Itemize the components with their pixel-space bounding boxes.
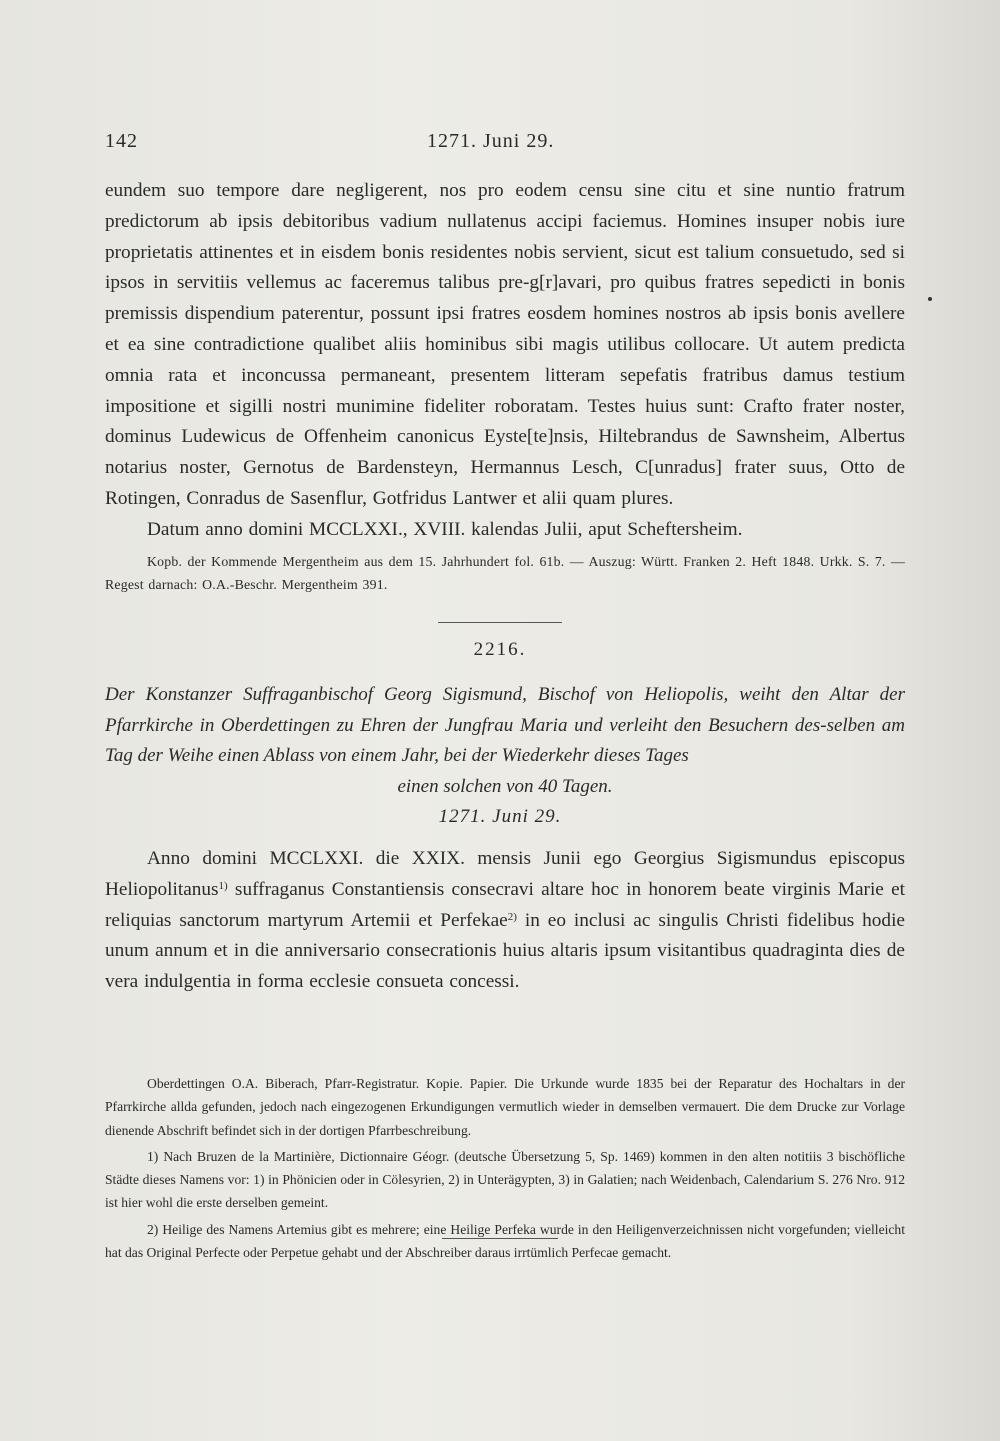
footnote-mark: 2): [507, 910, 517, 923]
page-header: [105, 130, 905, 162]
footnote: 2) Heilige des Namens Artemius gibt es mehrere; eine Heilige Perfeka wurde in den Heiligenverzeichnissen nicht vorgefunden; vielleicht hat das Original Perfecte oder Perpetue gehabt und der Abschreiber daraus irrtümlich Perfecae gemacht.: [105, 1221, 905, 1261]
source-note: Oberdettingen O.A. Biberach, Pfarr-Registratur. Kopie. Papier. Die Urkunde wurde 1835 bei der Reparatur des Hochaltars in der Pfarrkirche allda gefunden, jedoch nach eingezogenen Erkundigungen vermutlich wieder in demselben vermauert. Die dem Drucke zur Vorlage dienende Abschrift befindet sich in der dortigen Pfarrbeschreibung.: [105, 1076, 905, 1138]
document-date: 1271. Juni 29.: [438, 806, 562, 827]
document-paragraph: [105, 844, 905, 998]
text-part: Anno domini MCCLXXI. die XXIX. mensis Junii ego Georgius Sigismundus episcopus Heliopolitanus: [105, 848, 905, 900]
notes-block: [105, 1072, 905, 1264]
end-divider: [442, 1238, 558, 1239]
regest-text: Der Konstanzer Suffraganbischof Georg Sigismund, Bischof von Heliopolis, weiht den Altar der Pfarrkirche in Oberdettingen zu Ehren der Jungfrau Maria und verleiht den Besuchern des-selben am Tag der Weihe einen Ablass von einem Jahr, bei der Wiederkehr dieses Tages: [105, 684, 905, 766]
running-head-date: 1271. Juni 29.: [427, 130, 555, 152]
dating-clause: Datum anno domini MCCLXXI., XVIII. kalendas Julii, aput Scheftersheim.: [147, 518, 743, 540]
footnote-mark: 1): [218, 879, 228, 892]
text-part: suffraganus Constantiensis consecravi altare hoc in honorem beate virginis Marie et reliquias sanctorum martyrum Artemii et Perfekae: [105, 878, 905, 931]
body-paragraph: eundem suo tempore dare negligerent, nos pro eodem censu sine citu et sine nuntio fratrum predictorum ab ipsis debitoribus vadium nullatenus accipi faciemus. Homines insuper nobis iure proprietatis attinentes et in eisdem bonis residentes nobis servient, sicut est talium consuetudo, sed si ipsos in servitiis vellemus ac faceremus talibus pre-g[r]avari, pro quibus fratres sepedicti in bonis premissis dispendium paterentur, possunt ipsi fratres eosdem homines nostros ab ipsis bonis avellere et ea sine contradictione qualibet aliis hominibus sibi magis utilibus collocare. Ut autem predicta omnia rata et inconcussa permaneant, presentem litteram sepefatis fratribus damus testium impositione et sigilli nostri munimine fideliter roboratam. Testes huius sunt: Crafto frater noster, dominus Ludewicus de Offenheim canonicus Eyste[te]nsis, Hiltebrandus de Sawnsheim, Albertus notarius noster, Gernotus de Bardensteyn, Hermannus Lesch, C[unradus] frater suus, Otto de Rotingen, Conradus de Sasenflur, Gotfridus Lantwer et alii quam plures.: [105, 180, 905, 509]
document-number: 2216.: [473, 639, 527, 660]
section-divider: [438, 622, 562, 623]
margin-dot: [928, 297, 932, 301]
source-note: Kopb. der Kommende Mergentheim aus dem 15. Jahrhundert fol. 61b. — Auszug: Württ. Franken 2. Heft 1848. Urkk. S. 7. — Regest darnach: O.A.-Beschr. Mergentheim 391.: [105, 553, 905, 592]
page-number: 142: [105, 130, 138, 152]
document-regest: [105, 680, 905, 802]
footnote: 1) Nach Bruzen de la Martinière, Dictionnaire Géogr. (deutsche Übersetzung 5, Sp. 1469) kommen in den alten notitiis 3 bischöfliche Städte dieses Namens vor: 1) in Phönicien oder in Cölesyrien, 2) in Unterägypten, 3) in Galatien; nach Weidenbach, Calendarium S. 276 Nro. 912 ist hier wohl die erste derselben gemeint.: [105, 1148, 905, 1211]
regest-last-line: einen solchen von 40 Tagen.: [397, 775, 613, 797]
document-text: [105, 844, 905, 998]
previous-document-text: [105, 176, 905, 596]
text-part: in eo inclusi ac singulis Christi fidelibus hodie unum annum et in die anniversario consecrationis huius altaris ipsum visitantibus quadraginta dies de vera indulgentia in forma ecclesie consueta concessi.: [105, 909, 905, 993]
